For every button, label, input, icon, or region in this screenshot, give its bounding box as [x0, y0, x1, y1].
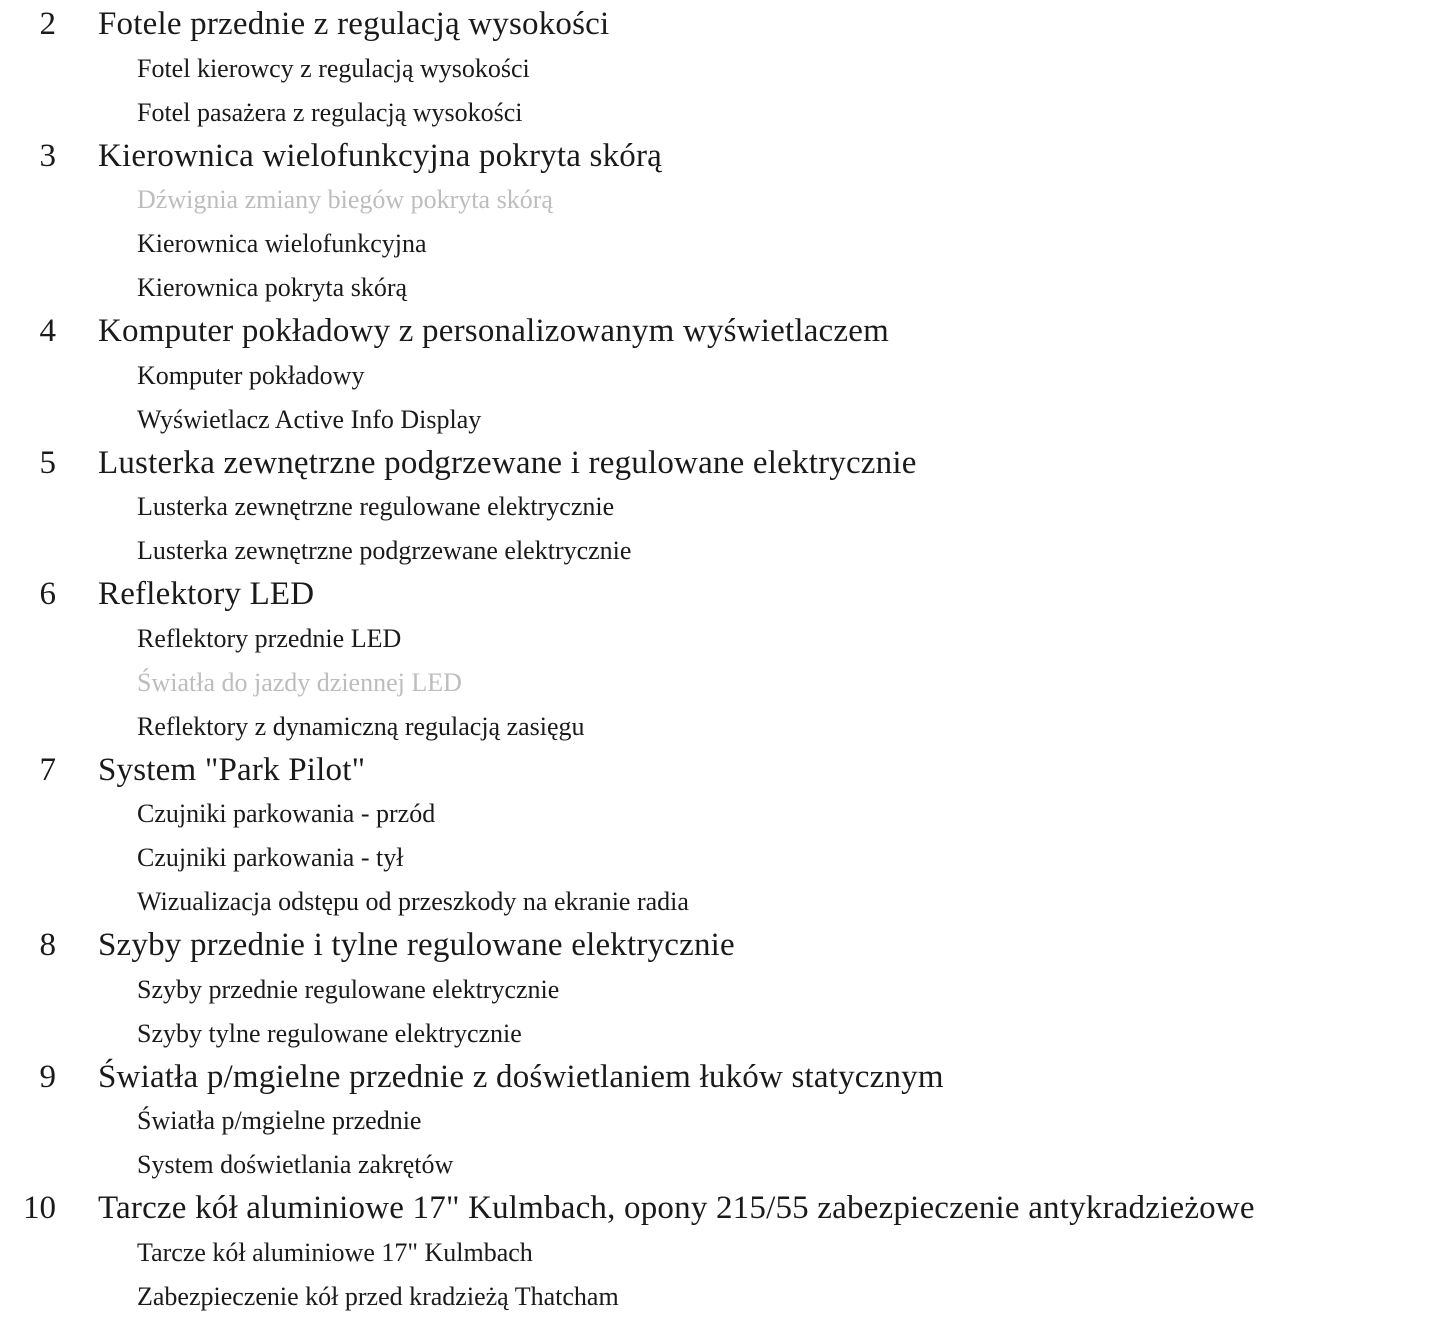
equipment-item — [0, 3, 1440, 47]
equipment-subitem — [0, 968, 1440, 1012]
equipment-subitem — [0, 1099, 1440, 1143]
equipment-subitem — [0, 47, 1440, 91]
item-title: Tarcze kół aluminiowe 17" Kulmbach, opony 215/55 zabezpieczenie antykradzieżowe — [98, 1190, 1255, 1227]
equipment-subitem — [0, 222, 1440, 266]
equipment-subitem — [0, 1143, 1440, 1187]
subitem-text: Czujniki parkowania - przód — [137, 799, 436, 829]
subitem-text: Światła p/mgielne przednie — [137, 1106, 422, 1136]
item-number: 5 — [39, 444, 56, 481]
subitem-text: System doświetlania zakrętów — [137, 1150, 454, 1180]
subitem-text: Szyby przednie regulowane elektrycznie — [137, 974, 560, 1004]
equipment-subitem — [0, 485, 1440, 529]
subitem-text: Tarcze kół aluminiowe 17" Kulmbach — [137, 1238, 533, 1268]
item-title: Szyby przednie i tylne regulowane elektrycznie — [98, 927, 735, 964]
item-number: 8 — [39, 927, 56, 964]
equipment-subitem — [0, 661, 1440, 705]
equipment-item — [0, 573, 1440, 617]
equipment-subitem — [0, 880, 1440, 924]
item-title: Fotele przednie z regulacją wysokości — [98, 6, 610, 42]
item-title: Światła p/mgielne przednie z doświetlaniem łuków statycznym — [98, 1058, 944, 1095]
item-number: 6 — [39, 576, 56, 613]
equipment-subitem — [0, 792, 1440, 836]
equipment-subitem — [0, 617, 1440, 661]
equipment-subitem — [0, 1275, 1440, 1319]
subitem-text: Reflektory z dynamiczną regulacją zasięgu — [137, 711, 585, 741]
item-title: Kierownica wielofunkcyjna pokryta skórą — [98, 137, 663, 174]
subitem-text: Dźwignia zmiany biegów pokryta skórą — [137, 185, 553, 215]
equipment-item — [0, 135, 1440, 179]
item-title: Komputer pokładowy z personalizowanym wyświetlaczem — [98, 313, 889, 350]
equipment-item — [0, 442, 1440, 486]
equipment-subitem — [0, 836, 1440, 880]
equipment-item — [0, 1056, 1440, 1100]
subitem-text: Kierownica wielofunkcyjna — [137, 229, 427, 259]
equipment-item — [0, 1187, 1440, 1231]
subitem-text: Wizualizacja odstępu od przeszkody na ekranie radia — [137, 887, 689, 917]
equipment-subitem — [0, 91, 1440, 135]
subitem-text: Zabezpieczenie kół przed kradzieżą Thatcham — [137, 1281, 619, 1311]
subitem-text: Komputer pokładowy — [137, 360, 365, 390]
subitem-text: Reflektory przednie LED — [137, 624, 402, 654]
subitem-text: Światła do jazdy dziennej LED — [137, 667, 462, 697]
subitem-text: Lusterka zewnętrzne regulowane elektrycznie — [137, 492, 615, 522]
subitem-text: Fotel kierowcy z regulacją wysokości — [137, 53, 530, 83]
equipment-subitem — [0, 705, 1440, 749]
subitem-text: Kierownica pokryta skórą — [137, 273, 408, 303]
item-number: 9 — [39, 1058, 56, 1095]
subitem-text: Czujniki parkowania - tył — [137, 843, 404, 873]
equipment-subitem — [0, 354, 1440, 398]
subitem-text: Fotel pasażera z regulacją wysokości — [137, 97, 523, 127]
item-number: 3 — [39, 137, 56, 174]
item-number: 10 — [23, 1190, 56, 1227]
subitem-text: Lusterka zewnętrzne podgrzewane elektrycznie — [137, 536, 632, 566]
equipment-subitem — [0, 1012, 1440, 1056]
equipment-subitem — [0, 266, 1440, 310]
item-title: Lusterka zewnętrzne podgrzewane i regulowane elektrycznie — [98, 444, 917, 481]
item-title: Reflektory LED — [98, 576, 315, 613]
item-title: System "Park Pilot" — [98, 751, 366, 788]
equipment-item — [0, 749, 1440, 793]
equipment-subitem — [0, 398, 1440, 442]
equipment-item — [0, 310, 1440, 354]
item-number: 7 — [39, 751, 56, 788]
equipment-subitem — [0, 529, 1440, 573]
subitem-text: Wyświetlacz Active Info Display — [137, 404, 482, 434]
subitem-text: Szyby tylne regulowane elektrycznie — [137, 1018, 522, 1048]
item-number: 4 — [39, 313, 56, 350]
item-number: 2 — [39, 6, 56, 42]
equipment-item — [0, 924, 1440, 968]
equipment-list — [0, 3, 1440, 1319]
equipment-subitem — [0, 1231, 1440, 1275]
equipment-subitem — [0, 178, 1440, 222]
